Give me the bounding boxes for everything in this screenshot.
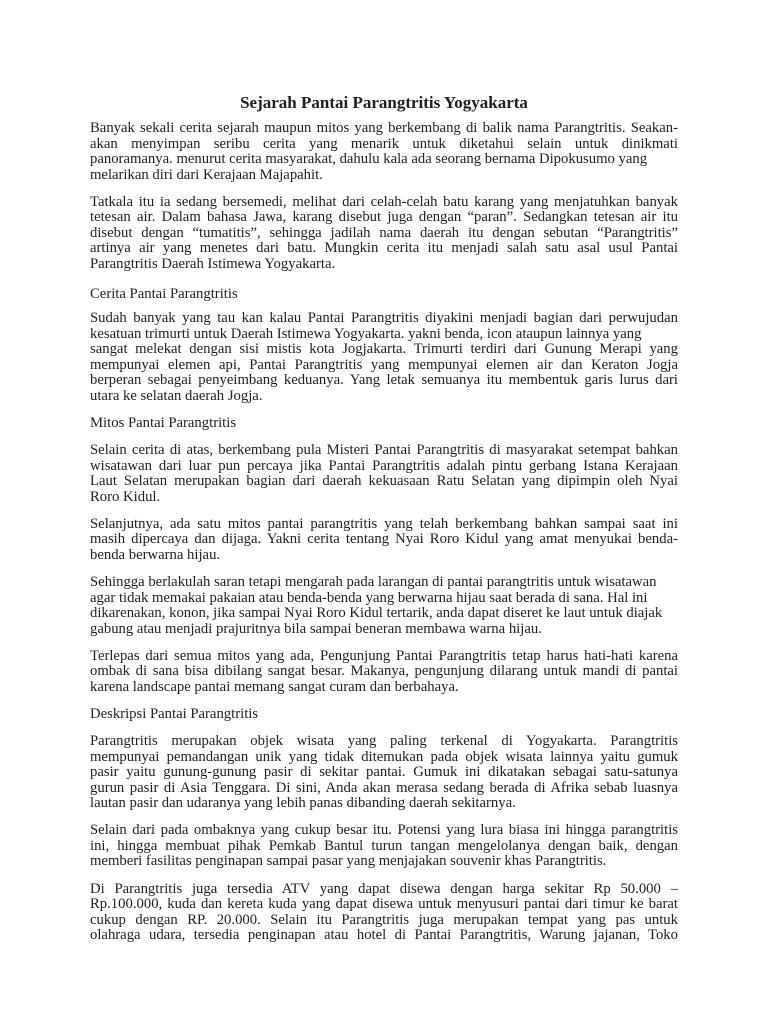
paragraph xyxy=(90,649,678,696)
text-line: karena landscape pantai memang sangat curam dan berbahaya. xyxy=(90,678,459,695)
paragraph xyxy=(90,311,678,404)
text-line: Tatkala itu ia sedang bersemedi, melihat dari celah-celah batu karang yang menjatuhkan banyak xyxy=(90,193,678,210)
text-line: masih dipercaya dan dijaga. Yakni cerita tentang Nyai Roro Kidul yang amat menyukai benda- xyxy=(90,531,678,548)
section-heading: Deskripsi Pantai Parangtritis xyxy=(90,705,259,722)
text-line: Laut Selatan merupakan bagian dari daerah kekuasaan Ratu Selatan yang dipimpin oleh Nyai xyxy=(90,473,678,490)
text-line: ombak di sana bisa dibilang sangat besar. Makanya, pengunjung dilarang untuk mandi di pantai xyxy=(90,663,678,680)
text-line: Sehingga berlakulah saran tetapi mengarah pada larangan di pantai parangtritis untuk wisatawan xyxy=(90,574,657,591)
text-line: Terlepas dari semua mitos yang ada, Pengunjung Pantai Parangtritis tetap harus hati-hati karena xyxy=(90,647,678,664)
section-heading: Cerita Pantai Parangtritis xyxy=(90,286,238,303)
paragraph xyxy=(90,823,678,870)
text-line: mempunyai pemandangan unik yang tidak ditemukan pada objek wisata lainnya yaitu gumuk xyxy=(90,748,678,765)
text-line: Selanjutnya, ada satu mitos pantai parangtritis yang telah berkembang bahkan sampai saat ini xyxy=(90,515,678,532)
text-line: utara ke selatan daerah Jogja. xyxy=(90,387,263,404)
text-line: gurun pasir di Asia Tenggara. Di sini, Anda akan merasa sedang berada di Afrika sebab luasnya xyxy=(90,779,678,796)
text-line: ini, hingga membuat pihak Pemkab Bantul turun tangan mengelolanya dengan baik, dengan xyxy=(90,837,678,854)
text-line: kesatuan trimurti untuk Daerah Istimewa Yogyakarta. yakni benda, icon ataupun lainnya yang xyxy=(90,325,642,342)
text-line: berperan sebagai penyeimbang keduanya. Yang letak semuanya itu membentuk garis lurus dari xyxy=(90,372,678,389)
text-line: mempunyai elemen api, Pantai Parangtritis yang mempunyai elemen air dan Keraton Jogja xyxy=(90,356,678,373)
paragraph xyxy=(90,195,678,273)
document-body xyxy=(90,93,678,944)
paragraph xyxy=(90,443,678,505)
text-line: Parangtritis merupakan objek wisata yang paling terkenal di Yogyakarta. Parangtritis xyxy=(90,733,678,750)
text-line: akan menyimpan seribu cerita yang menarik untuk diketahui selain untuk dinikmati xyxy=(90,135,678,152)
section-heading: Mitos Pantai Parangtritis xyxy=(90,415,237,432)
text-line: agar tidak memakai pakaian atau benda-benda yang berwarna hijau saat berada di sana. Hal ini xyxy=(90,589,648,606)
paragraph xyxy=(90,517,678,564)
text-line: cukup dengan RP. 20.000. Selain itu Parangtritis juga merupakan tempat yang pas untuk xyxy=(90,911,678,928)
section-mitos xyxy=(90,416,678,695)
text-line: Rp.100.000, kuda dan kereta kuda yang dapat disewa untuk menyusuri pantai dari timur ke barat xyxy=(90,896,678,913)
text-line: memberi fasilitas penginapan sampai pasar yang menjajakan souvenir khas Parangtritis. xyxy=(90,853,607,870)
text-line: gabung atau menjadi prajuritnya bila sampai beneran membawa warna hijau. xyxy=(90,620,542,637)
text-line: sangat melekat dengan sisi mistis kota Jogjakarta. Trimurti terdiri dari Gunung Merapi yang xyxy=(90,341,678,358)
text-line: pasir yaitu gunung-gunung pasir di sekitar pantai. Gumuk ini dikatakan sebagai satu-satunya xyxy=(90,764,678,781)
text-line: panoramanya. menurut cerita masyarakat, dahulu kala ada seorang bernama Dipokusumo yang xyxy=(90,151,648,168)
document-title: Sejarah Pantai Parangtritis Yogyakarta xyxy=(240,93,528,112)
text-line: olahraga udara, tersedia penginapan atau hotel di Pantai Parangtritis, Warung jajanan, Toko xyxy=(90,927,678,944)
paragraph xyxy=(90,575,678,637)
intro xyxy=(90,121,678,272)
paragraph xyxy=(90,882,678,944)
text-line: Parangtritis Daerah Istimewa Yogyakarta. xyxy=(90,255,336,272)
text-line: Selain dari pada ombaknya yang cukup besar itu. Potensi yang lura biasa ini hingga parangtritis xyxy=(90,822,678,839)
text-line: melarikan diri dari Kerajaan Majapahit. xyxy=(90,166,323,183)
text-line: Banyak sekali cerita sejarah maupun mitos yang berkembang di balik nama Parangtritis. Seakan- xyxy=(90,120,678,137)
paragraph xyxy=(90,734,678,812)
text-line: benda berwarna hijau. xyxy=(90,546,221,563)
text-line: artinya air yang menetes dari batu. Mungkin cerita itu menjadi salah satu asal usul Pantai xyxy=(90,240,678,257)
text-line: dikarenakan, konon, jika sampai Nyai Roro Kidul tertarik, anda dapat diseret ke laut untuk diajak xyxy=(90,605,663,622)
section-deskripsi xyxy=(90,707,678,944)
paragraph xyxy=(90,121,678,183)
text-line: wisatawan dari luar pun percaya jika Pantai Parangtritis adalah pintu gerbang Istana Kerajaan xyxy=(90,457,678,474)
text-line: Roro Kidul. xyxy=(90,488,161,505)
text-line: Sudah banyak yang tau kan kalau Pantai Parangtritis diyakini menjadi bagian dari perwujudan xyxy=(90,310,678,327)
text-line: Di Parangtritis juga tersedia ATV yang dapat disewa dengan harga sekitar Rp 50.000 – xyxy=(90,880,678,897)
text-line: Selain cerita di atas, berkembang pula Misteri Pantai Parangtritis di masyarakat setempat bahkan xyxy=(90,442,678,459)
text-line: tetesan air. Dalam bahasa Jawa, karang disebut juga dengan “paran”. Sedangkan tetesan air itu xyxy=(90,209,678,226)
text-line: lautan pasir dan udaranya yang lebih panas dibanding daerah sekitarnya. xyxy=(90,795,516,812)
text-line: disebut dengan “tumatitis”, sehingga jadilah nama daerah itu dengan sebutan “Parangtritis” xyxy=(90,224,678,241)
section-cerita xyxy=(90,287,678,404)
